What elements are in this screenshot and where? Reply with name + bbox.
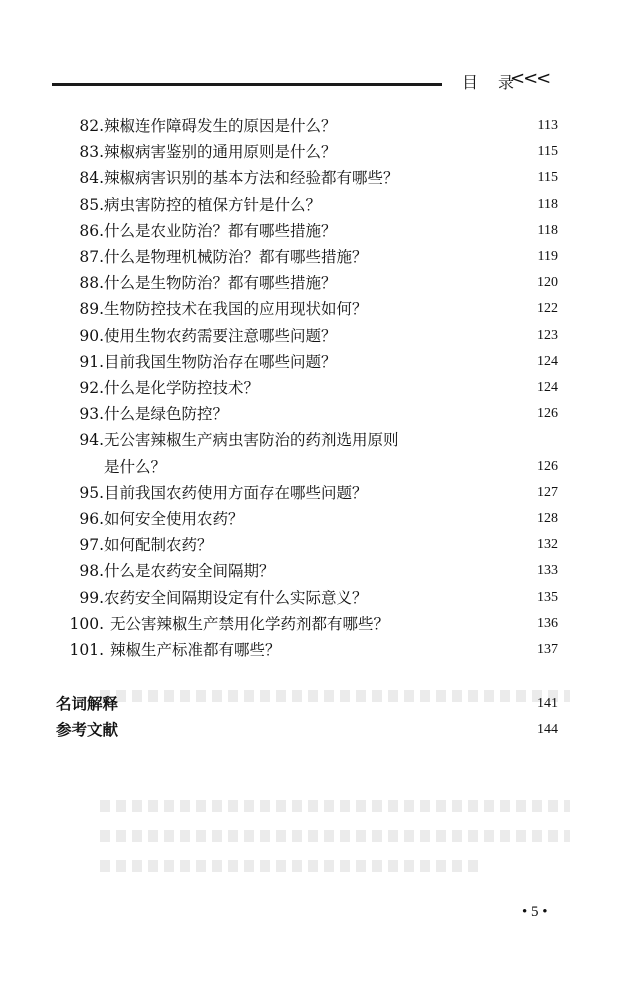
dot-leader [376, 244, 526, 270]
toc-entry-page: 137 [537, 642, 558, 657]
toc-entry-number: 86. [79, 221, 104, 240]
toc-entry-title: 辣椒病害鉴别的通用原则是什么？ [104, 143, 337, 162]
toc-section-title: 名词解释 [56, 695, 119, 714]
toc-entry-page: 127 [537, 484, 558, 500]
toc-section-page: 141 [537, 696, 558, 712]
toc-entry-number: 84. [79, 169, 104, 188]
toc-entry-page: 115 [537, 170, 558, 186]
header-chevron-mark: <<< [510, 68, 550, 89]
toc-entry-page: 118 [537, 222, 558, 238]
toc-entry[interactable] [0, 323, 638, 349]
dot-leader [345, 139, 526, 165]
toc-entry[interactable] [0, 506, 638, 532]
toc-section[interactable] [0, 717, 638, 743]
toc-entry-number: 94. [79, 431, 104, 450]
toc-entry-number: 91. [79, 352, 104, 371]
dot-leader [407, 165, 526, 191]
toc-entry[interactable] [0, 532, 638, 558]
toc-entry-page: 133 [537, 563, 558, 579]
dot-leader [126, 717, 526, 743]
toc-entry-title: 如何安全使用农药？ [104, 510, 244, 528]
toc-entry-page: 135 [537, 589, 558, 605]
bleed-through [100, 800, 570, 812]
running-header [52, 70, 582, 100]
toc-entry-number: 89. [79, 300, 104, 319]
toc-entry-page: 118 [537, 196, 558, 212]
toc-entry[interactable] [0, 637, 638, 663]
toc-entry-title: 目前我国生物防治存在哪些问题？ [104, 352, 337, 371]
dot-leader [376, 296, 526, 322]
dot-leader [283, 558, 526, 584]
toc-entry-page: 115 [537, 144, 558, 160]
dot-leader [345, 323, 526, 349]
toc-section[interactable] [0, 691, 638, 717]
toc-entry-title: 农药安全间隔期设定有什么实际意义？ [104, 588, 368, 607]
toc-entry-title: 什么是农药安全间隔期？ [104, 562, 275, 581]
toc-entry-title: 无公害辣椒生产禁用化学药剂都有哪些？ [110, 614, 390, 633]
toc-entry-continuation[interactable] [0, 454, 638, 480]
toc-entry[interactable] [0, 585, 638, 611]
toc-entry[interactable] [0, 611, 638, 637]
toc-entry-page: 128 [537, 511, 558, 526]
toc-entry[interactable] [0, 480, 638, 506]
toc-entry-number: 96. [79, 510, 104, 528]
toc-entry-number: 98. [79, 562, 104, 581]
toc-entry-title: 什么是农业防治？都有哪些措施？ [104, 221, 337, 240]
toc-entry-page: 113 [537, 118, 558, 133]
dot-leader [267, 375, 526, 401]
dot-leader [345, 113, 526, 139]
dot-leader [221, 532, 526, 558]
dot-leader [289, 637, 526, 663]
toc-entry[interactable] [0, 270, 638, 296]
toc-entry-title: 辣椒病害识别的基本方法和经验都有哪些？ [104, 169, 399, 188]
toc-entry-number: 87. [79, 248, 104, 266]
dot-leader [376, 585, 526, 611]
toc-entry[interactable] [0, 375, 638, 401]
toc-entry[interactable] [0, 165, 638, 191]
toc-entry-number: 93. [79, 405, 104, 424]
toc-entry-title: 什么是绿色防控？ [104, 405, 229, 424]
dot-leader [252, 506, 526, 532]
toc-entry-title: 生物防控技术在我国的应用现状如何？ [104, 300, 368, 319]
toc-entry[interactable] [0, 349, 638, 375]
toc-entry[interactable] [0, 401, 638, 427]
dot-leader [126, 691, 526, 717]
toc-entry-title: 目前我国农药使用方面存在哪些问题？ [104, 483, 368, 502]
toc-entry-number: 97. [79, 536, 104, 555]
toc-entry-number: 83. [79, 143, 104, 162]
toc-entry-page: 119 [537, 249, 558, 264]
toc-section-title: 参考文献 [56, 721, 119, 740]
dot-leader [329, 192, 526, 218]
toc-entry[interactable] [0, 218, 638, 244]
toc-entry-page: 124 [537, 353, 558, 369]
toc-entry-title: 使用生物农药需要注意哪些问题？ [104, 326, 337, 345]
toc-section-page: 144 [537, 722, 558, 738]
toc-entry-number: 101. [69, 641, 104, 659]
toc-entry[interactable] [0, 139, 638, 165]
dot-leader [345, 218, 526, 244]
toc-entry-title: 无公害辣椒生产病虫害防治的药剂选用原则 [104, 431, 399, 450]
toc-entry-page: 122 [537, 301, 558, 317]
toc-entry-title: 什么是物理机械防治？都有哪些措施？ [104, 248, 368, 266]
dot-leader [397, 611, 526, 637]
toc-entry-number: 88. [79, 274, 104, 293]
toc-entry[interactable] [0, 113, 638, 139]
dot-leader [174, 454, 526, 480]
header-title: 目 录 [462, 73, 517, 92]
toc-entry-page: 124 [537, 380, 558, 395]
toc-entry[interactable] [0, 244, 638, 270]
toc-entry-title-continued: 是什么？ [104, 457, 167, 476]
toc-entry-page: 126 [537, 458, 558, 474]
toc-entry-title: 病虫害防控的植保方针是什么？ [104, 195, 322, 214]
toc-entry-number: 99. [79, 588, 104, 607]
toc-entry-number: 85. [79, 195, 104, 214]
bleed-through [100, 830, 570, 842]
toc-entry[interactable] [0, 558, 638, 584]
toc-entry-page: 126 [537, 406, 558, 422]
toc-entry-page: 136 [537, 615, 558, 631]
toc-entry-number: 100. [69, 614, 104, 633]
toc-entry[interactable] [0, 296, 638, 322]
toc-entry-title: 什么是化学防控技术？ [104, 379, 260, 397]
toc-entry[interactable] [0, 427, 638, 453]
page-number: • 5 • [522, 904, 548, 920]
toc-entry-page: 132 [537, 537, 558, 553]
header-rule [52, 83, 442, 86]
bleed-through [100, 860, 480, 872]
toc-entry-number: 90. [79, 326, 104, 345]
toc-entry-title: 如何配制农药？ [104, 536, 213, 555]
toc-entry-number: 82. [79, 117, 104, 135]
toc-entry-number: 95. [79, 483, 104, 502]
toc-entry-title: 辣椒生产标准都有哪些？ [110, 641, 281, 659]
toc-entry-title: 辣椒连作障碍发生的原因是什么？ [104, 117, 337, 135]
toc-entry-page: 123 [537, 327, 558, 343]
toc-entry-title: 什么是生物防治？都有哪些措施？ [104, 274, 337, 293]
dot-leader [236, 401, 526, 427]
toc-entry-number: 92. [79, 379, 104, 397]
dot-leader [345, 349, 526, 375]
dot-leader [345, 270, 526, 296]
toc-entry-page: 120 [537, 275, 558, 291]
dot-leader [376, 480, 526, 506]
toc-entry[interactable] [0, 192, 638, 218]
